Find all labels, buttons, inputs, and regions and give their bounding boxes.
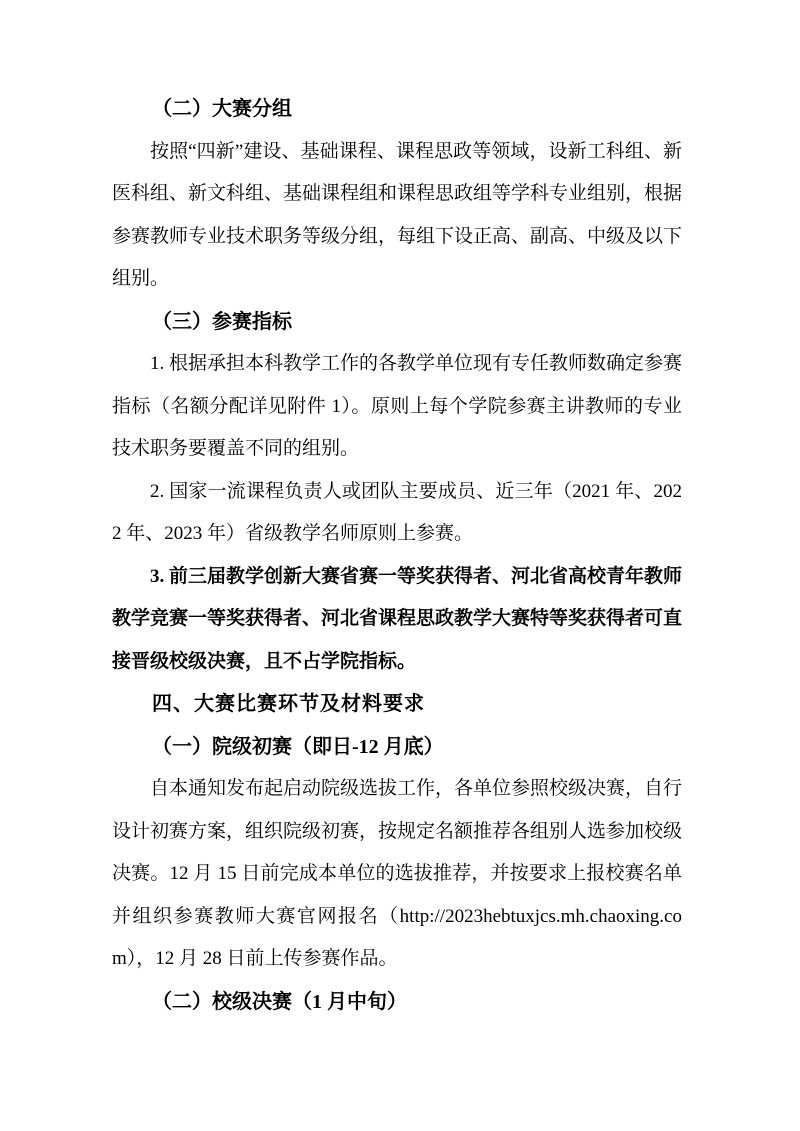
paragraph-competition-groups: 按照“四新”建设、基础课程、课程思政等领域，设新工科组、新医科组、新文科组、基础课程组和课程思政组等学科专业组别，根据参赛教师专业技术职务等级分组，每组下设正高、副高、中级及以下组别。 — [112, 140, 683, 289]
paragraph-quota-item-3: 3. 前三届教学创新大赛省赛一等奖获得者、河北省高校青年教师教学竞赛一等奖获得者、河北省课程思政教学大赛特等奖获得者可直接晋级校级决赛，且不占学院指标。 — [112, 565, 683, 672]
section-heading-participation-quota: （三）参赛指标 — [152, 310, 292, 333]
section-heading-preliminary-round: （一）院级初赛（即日-12 月底） — [152, 735, 444, 758]
section-heading-school-final: （二）校级决赛（1 月中旬） — [152, 990, 407, 1013]
paragraph-quota-item-1: 1. 根据承担本科教学工作的各教学单位现有专任教师数确定参赛指标（名额分配详见附件 1）。原则上每个学院参赛主讲教师的专业技术职务要覆盖不同的组别。 — [112, 353, 683, 459]
section-heading-competition-groups: （二）大赛分组 — [152, 98, 292, 120]
paragraph-quota-item-2: 2. 国家一流课程负责人或团队主要成员、近三年（2021 年、2022 年、2023 年）省级教学名师原则上参赛。 — [112, 480, 682, 544]
chapter-heading-competition-process: 四、大赛比赛环节及材料要求 — [152, 693, 425, 715]
paragraph-preliminary-round: 自本通知发布起启动院级选拔工作，各单位参照校级决赛，自行设计初赛方案，组织院级初赛，按规定名额推荐各组别人选参加校级决赛。12 月 15 日前完成本单位的选拔推荐，并按要求上报校赛名单并组织参赛教师大赛官网报名（http://2023hebtuxjcs.mh.chaoxing.com），12 月 28 日前上传参赛作品。 — [112, 778, 683, 969]
